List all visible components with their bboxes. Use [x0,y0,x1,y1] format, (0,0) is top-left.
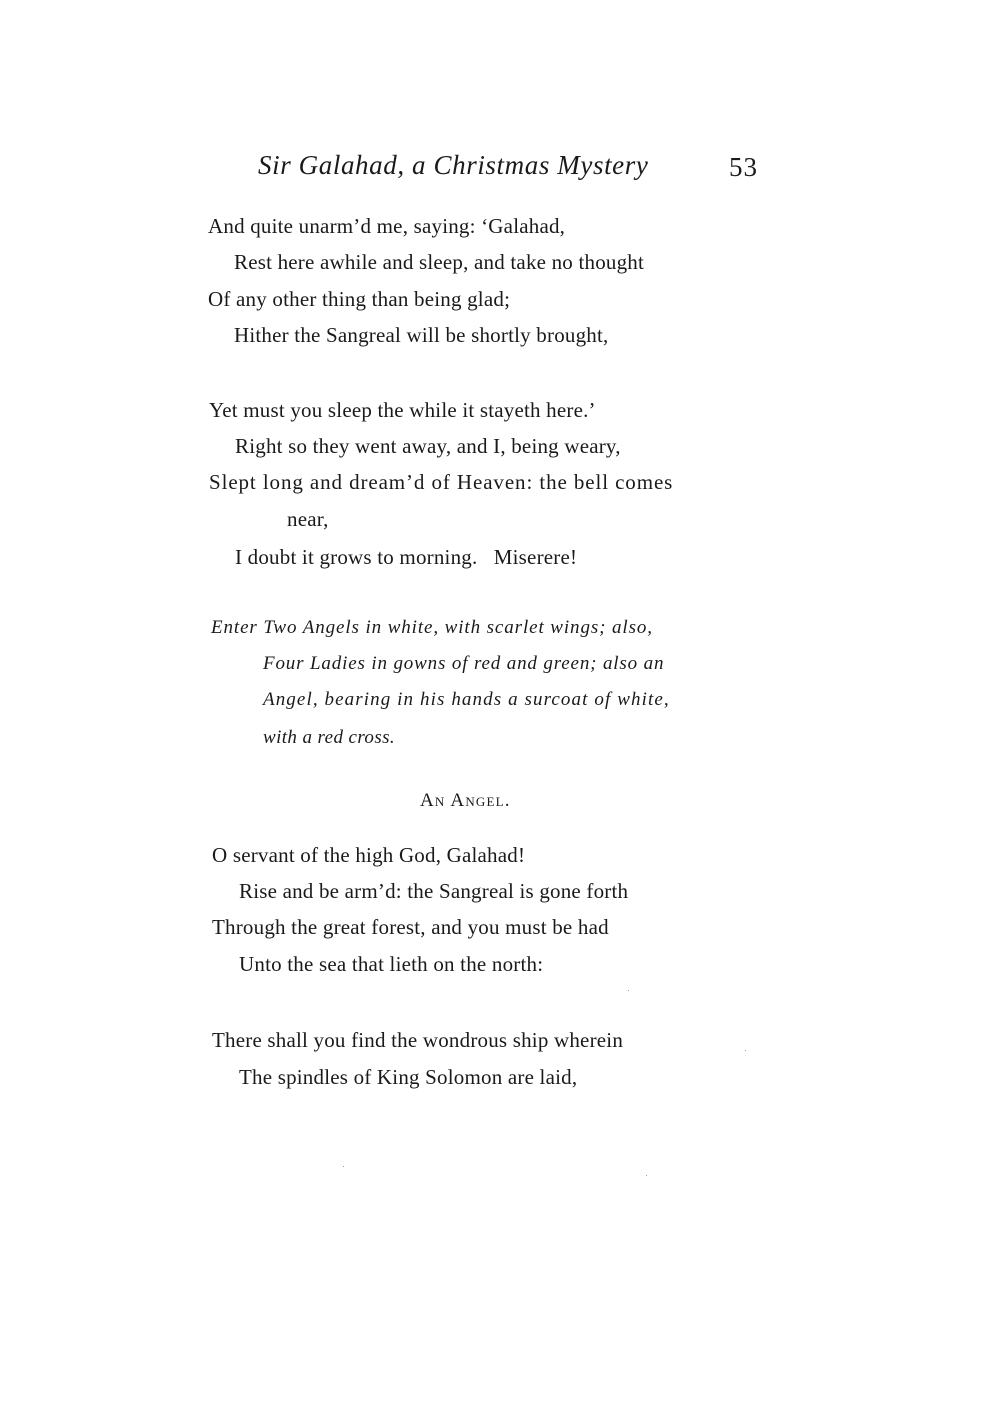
verse-line: Rise and be arm’d: the Sangreal is gone forth [239,879,629,903]
verse-line: Unto the sea that lieth on the north: [239,952,544,976]
verse-line: There shall you find the wondrous ship wherein [212,1028,624,1052]
stage-direction-line: with a red cross. [263,727,396,748]
verse-line: Rest here awhile and sleep, and take no thought [234,250,645,274]
running-head [258,150,758,190]
page-number: 53 [729,152,758,182]
verse-line: Yet must you sleep the while it stayeth here.’ [209,398,596,422]
verse-line: And quite unarm’d me, saying: ‘Galahad, [208,214,566,238]
verse-line: O servant of the high God, Galahad! [212,843,526,867]
scan-speck [628,990,629,991]
verse-line: The spindles of King Solomon are laid, [239,1065,578,1089]
running-title: Sir Galahad, a Christmas Mystery [258,150,649,180]
verse-line: I doubt it grows to morning. Miserere! [235,545,578,569]
verse-line: Right so they went away, and I, being weary, [235,434,621,458]
stage-direction-line: Four Ladies in gowns of red and green; also an [263,653,665,674]
scan-speck [646,1175,647,1176]
scan-speck [745,1050,746,1051]
stage-direction-line: Enter Two Angels in white, with scarlet wings; also, [211,617,653,638]
stage-direction-line: Angel, bearing in his hands a surcoat of white, [263,689,670,710]
verse-line-turnover: near, [287,507,329,531]
speaker-heading: An Angel. [420,790,511,811]
verse-line: Of any other thing than being glad; [208,287,511,311]
verse-line: Hither the Sangreal will be shortly brought, [234,323,609,347]
verse-line: Slept long and dream’d of Heaven: the bell comes [209,470,674,494]
scan-speck [343,1166,344,1167]
verse-line: Through the great forest, and you must be had [212,915,609,939]
